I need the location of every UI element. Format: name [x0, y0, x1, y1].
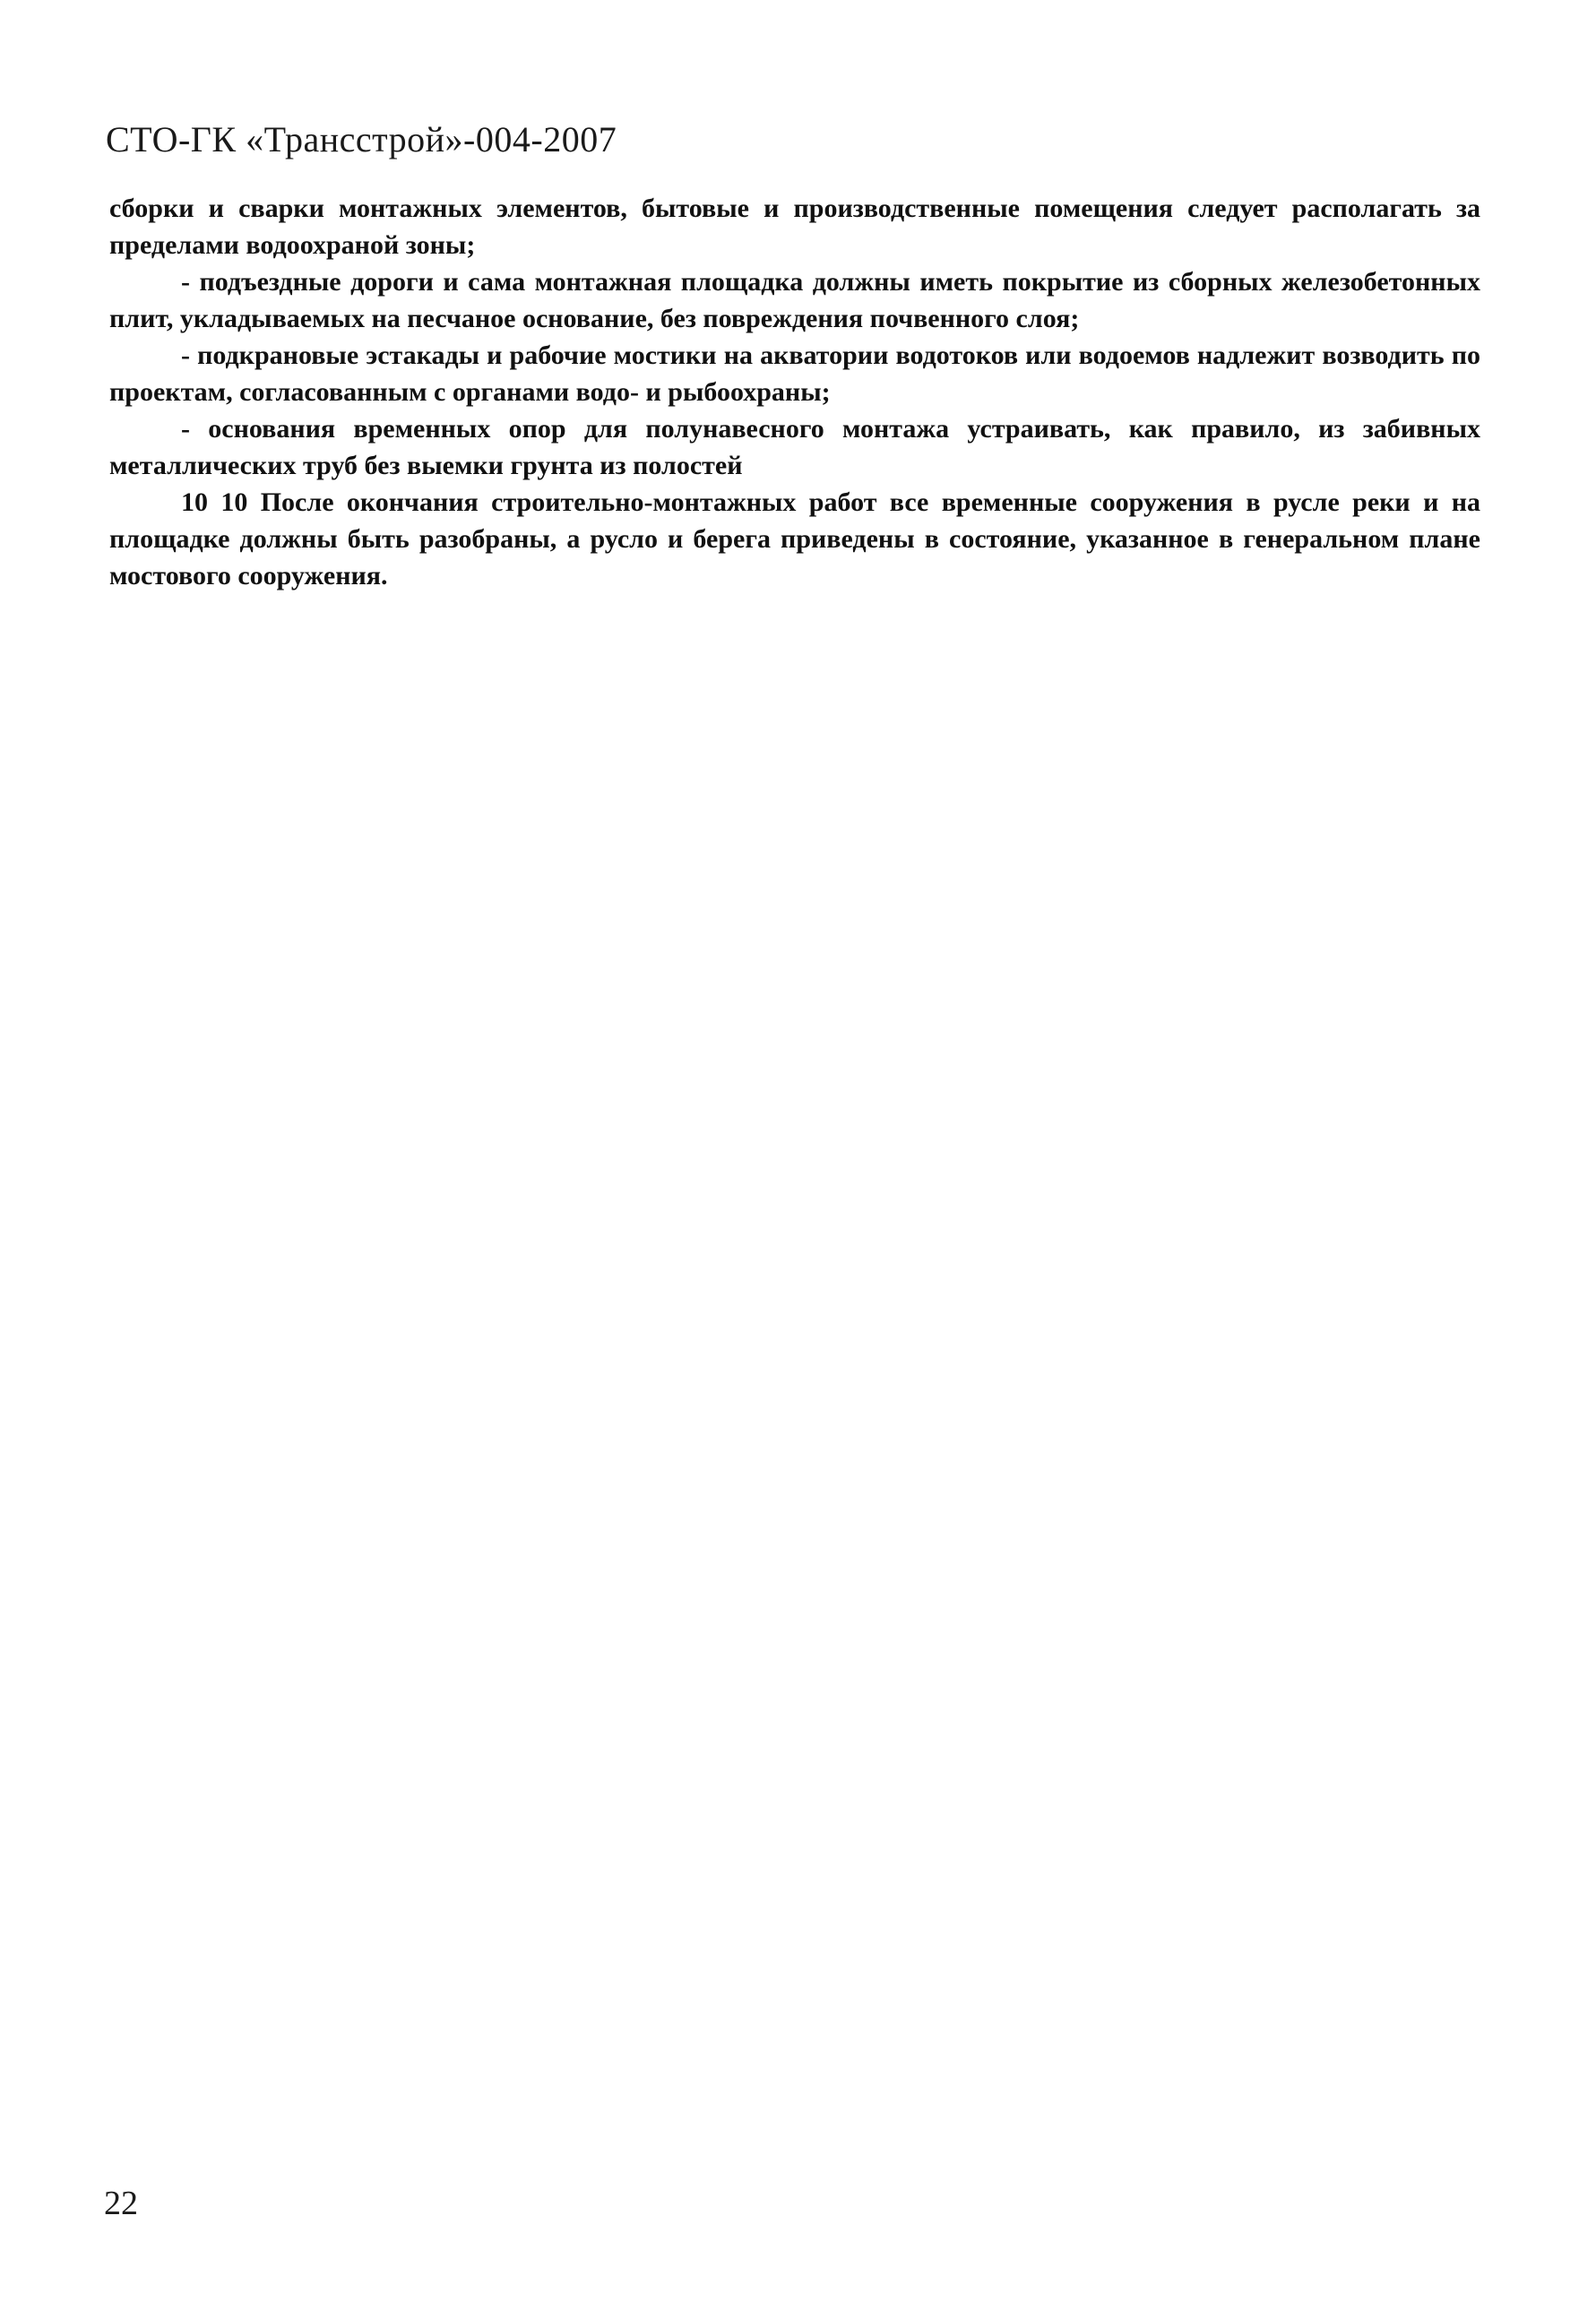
- paragraph-continuation: сборки и сварки монтажных элементов, бытовые и производственные помещения следует располагать за пределами водоохраной зоны;: [109, 194, 1480, 260]
- document-standard-header: СТО-ГК «Трансстрой»-004-2007: [106, 119, 617, 159]
- list-item-access-roads: - подъездные дороги и сама монтажная площадка должны иметь покрытие из сборных железобетонных плит, укладываемых на песчаное основание, без повреждения почвенного слоя;: [109, 267, 1480, 333]
- document-body: [109, 190, 1480, 594]
- list-item-crane-trestles: - подкрановые эстакады и рабочие мостики на акватории водотоков или водоемов надлежит возводить по проектам, согласованным с органами водо- и рыбоохраны;: [109, 341, 1480, 407]
- list-item-temporary-supports: - основания временных опор для полунавесного монтажа устраивать, как правило, из забивных металлических труб без выемки грунта из полостей: [109, 414, 1480, 480]
- page-number: 22: [104, 2185, 138, 2222]
- paragraph-10-10: 10 10 После окончания строительно-монтажных работ все временные сооружения в русле реки и на площадке должны быть разобраны, а русло и берега приведены в состояние, указанное в генеральном плане мостового сооружения.: [109, 487, 1480, 591]
